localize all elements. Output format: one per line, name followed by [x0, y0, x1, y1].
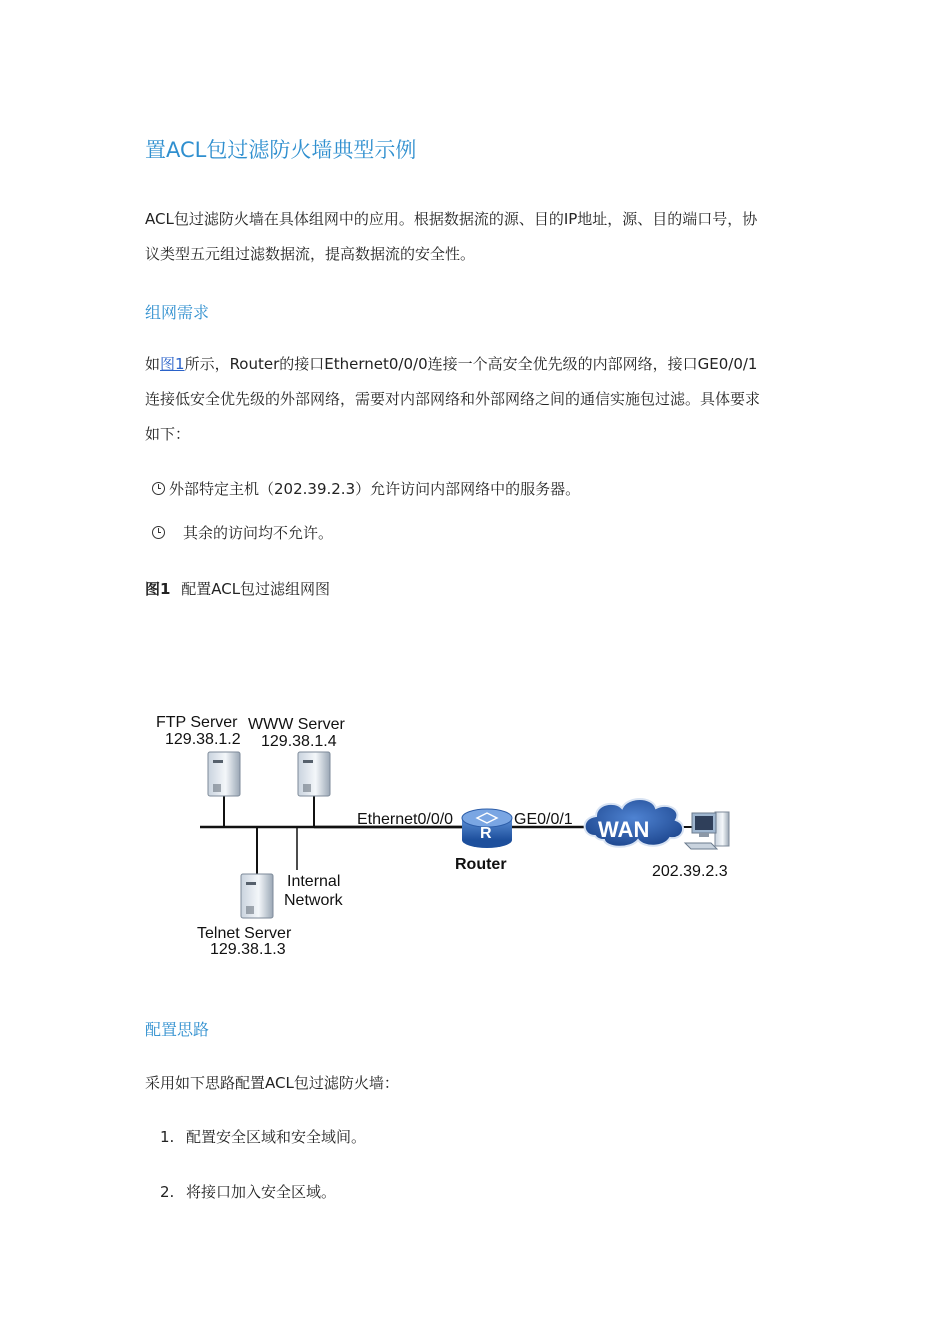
- router-glyph: R: [480, 825, 492, 842]
- internal-network-label-line-1: Internal: [287, 873, 341, 890]
- section-heading-requirements: 组网需求: [145, 303, 210, 322]
- ftp-server-icon: [208, 752, 240, 796]
- bullet-text: 其余的访问均不允许。: [183, 524, 334, 542]
- wan-label: WAN: [598, 817, 650, 842]
- telnet-server-label: Telnet Server: [197, 925, 292, 942]
- ge-interface-label: GE0/0/1: [514, 811, 573, 828]
- list-item-text: 将接口加入安全区域。: [186, 1183, 337, 1201]
- telnet-server-ip: 129.38.1.3: [210, 941, 286, 958]
- www-server-label: WWW Server: [248, 716, 345, 733]
- host-computer-icon: [685, 812, 729, 849]
- section-heading-approach: 配置思路: [145, 1020, 210, 1039]
- page-title: 置ACL包过滤防火墙典型示例: [145, 138, 417, 162]
- ftp-server-ip: 129.38.1.2: [165, 731, 241, 748]
- bullet-text: 外部特定主机（202.39.2.3）允许访问内部网络中的服务器。: [169, 480, 581, 498]
- host-ip-label: 202.39.2.3: [652, 863, 728, 880]
- requirements-line-1-rest: 所示，Router的接口Ethernet0/0/0连接一个高安全优先级的内部网络，接口GE0/0/1: [184, 355, 758, 373]
- wan-cloud-icon: [585, 799, 683, 847]
- requirements-prefix: 如: [145, 355, 161, 373]
- intro-line-2: 议类型五元组过滤数据流，提高数据流的安全性。: [145, 245, 476, 263]
- list-item: [160, 1181, 336, 1202]
- requirements-line-2: 连接低安全优先级的外部网络，需要对内部网络和外部网络之间的通信实施包过滤。具体要求: [145, 390, 761, 408]
- router-icon: [462, 809, 512, 848]
- www-server-icon: [298, 752, 330, 796]
- bullet-item: [152, 522, 333, 543]
- list-item-text: 配置安全区域和安全域间。: [186, 1128, 367, 1146]
- clock-bullet-icon: [152, 526, 165, 539]
- internal-network-label-line-2: Network: [284, 892, 343, 909]
- clock-bullet-icon: [152, 482, 165, 495]
- ftp-server-label: FTP Server: [156, 714, 238, 731]
- figure-caption: [145, 578, 330, 599]
- intro-line-1: ACL包过滤防火墙在具体组网中的应用。根据数据流的源、目的IP地址，源、目的端口号，协: [145, 210, 758, 228]
- figure-1-link[interactable]: 图1: [160, 355, 185, 373]
- list-item-number: 2.: [160, 1183, 175, 1201]
- list-item-number: 1.: [160, 1128, 175, 1146]
- figure-caption-text: 配置ACL包过滤组网图: [181, 580, 331, 598]
- intro-paragraph: [145, 202, 815, 272]
- list-item: [160, 1126, 366, 1147]
- network-diagram: [140, 700, 760, 970]
- requirements-line-3: 如下：: [145, 425, 191, 443]
- approach-intro: 采用如下思路配置ACL包过滤防火墙：: [145, 1074, 399, 1092]
- figure-caption-label: 图1: [145, 580, 171, 598]
- ethernet-interface-label: Ethernet0/0/0: [357, 811, 454, 828]
- www-server-ip: 129.38.1.4: [261, 733, 337, 750]
- bullet-item: [152, 478, 580, 499]
- telnet-server-icon: [241, 874, 273, 918]
- requirements-paragraph: [145, 347, 815, 452]
- router-label: Router: [455, 856, 507, 873]
- requirements-line-1: [145, 347, 815, 382]
